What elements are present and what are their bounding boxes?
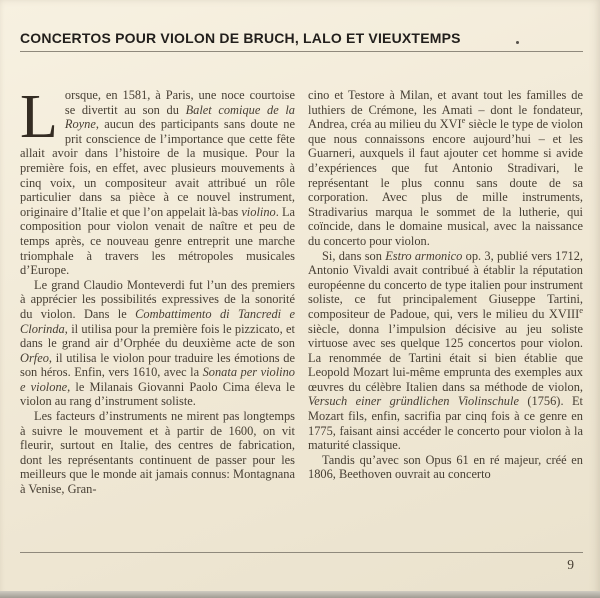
page-title: CONCERTOS POUR VIOLON DE BRUCH, LALO ET VIEUXTEMPS	[20, 30, 461, 46]
paragraph: cino et Testore à Milan, et avant tout les familles de luthiers de Crémone, les Amati – dont le fondateur, Andrea, créa au milieu du XVIe siècle le type de violon que nous connaissons encore aujourd’hui – et les Guarneri, auxquels il faut ajouter cet homme si avide d’expériences que fut Antonio Stradivari, le représentant le plus connu sans doute de sa corporation. Avec plus de mille instruments, Stradivarius marqua le sommet de la lutherie, qui coïncide, dans le domaine musical, avec la naissance du concerto pour violon.	[308, 88, 583, 248]
scan-edge-band	[0, 591, 600, 598]
header-rule	[20, 51, 583, 52]
text-column-right	[308, 88, 583, 542]
paragraph	[20, 88, 295, 278]
drop-cap: L	[20, 88, 58, 151]
text-column-left	[20, 88, 295, 542]
paragraph: Le grand Claudio Monteverdi fut l’un des premiers à apprécier les possibilités expressives de la sonorité du violon. Dans le Combattimento di Tancredi e Clorinda, il utilisa pour la première fois le pizzicato, et dans le grand air d’Orphée du deuxième acte de son Orfeo, il utilisa le violon pour traduire les émotions de son héros. Enfin, vers 1610, avec la Sonata per violino e violone, le Milanais Giovanni Paolo Cima éleva le violon au rang d’instrument soliste.	[20, 277, 296, 409]
footer-rule	[20, 552, 583, 553]
paragraph: Si, dans son Estro armonico op. 3, publié vers 1712, Antonio Vivaldi avait contribué à établir la réputation européenne du concerto de type italien pour instrument soliste, ce fut principalement Giuseppe Tartini, compositeur de Padoue, qui, vers le milieu du XVIIIe siècle, donna l’impulsion décisive au jeu soliste virtuose avec ses quelque 125 concertos pour violon. La renommée de Tartini était si bien établie que Leopold Mozart lui-même emprunta des exemples aux œuvres du célèbre Italien dans sa méthode de violon, Versuch einer gründlichen Violinschule (1756). Et Mozart fils, enfin, sacrifia par cinq fois à ce genre en 1775, faisant ainsi accéder le concerto pour violon à la maturité classique.	[308, 248, 583, 453]
paragraph: Tandis qu’avec son Opus 61 en ré majeur, créé en 1806, Beethoven ouvrait au concerto	[308, 452, 583, 482]
scan-speck	[516, 41, 519, 44]
paragraph: Les facteurs d’instruments ne mirent pas longtemps à suivre le mouvement et à partir de 1600, on vit fleurir, surtout en Italie, des centres de fabrication, dont les représentants continuent de passer pour les meilleurs que le monde ait jamais connus: Montagnana à Venise, Gran-	[20, 409, 295, 497]
page-number: 9	[567, 557, 574, 572]
paragraph-text: orsque, en 1581, à Paris, une noce courtoise se divertit au son du Balet comique de la Royne, aucun des participants sans doute ne prit conscience de l’importance que cette fête allait avoir dans l’histoire de la musique. Pour la première fois, en effet, avec plusieurs mouvements à cinq voix, un compositeur avait attribué un rôle particulier dans sa pièce à ce nouvel instrument, originaire d’Italie et que l’on appelait là-bas violino. La composition pour violon venait de naître et peu de temps après, ce nouveau genre entreprit une marche triomphale à travers les métropoles musicales d’Europe.	[20, 88, 296, 278]
text-columns	[20, 88, 583, 542]
page-header	[20, 30, 583, 52]
